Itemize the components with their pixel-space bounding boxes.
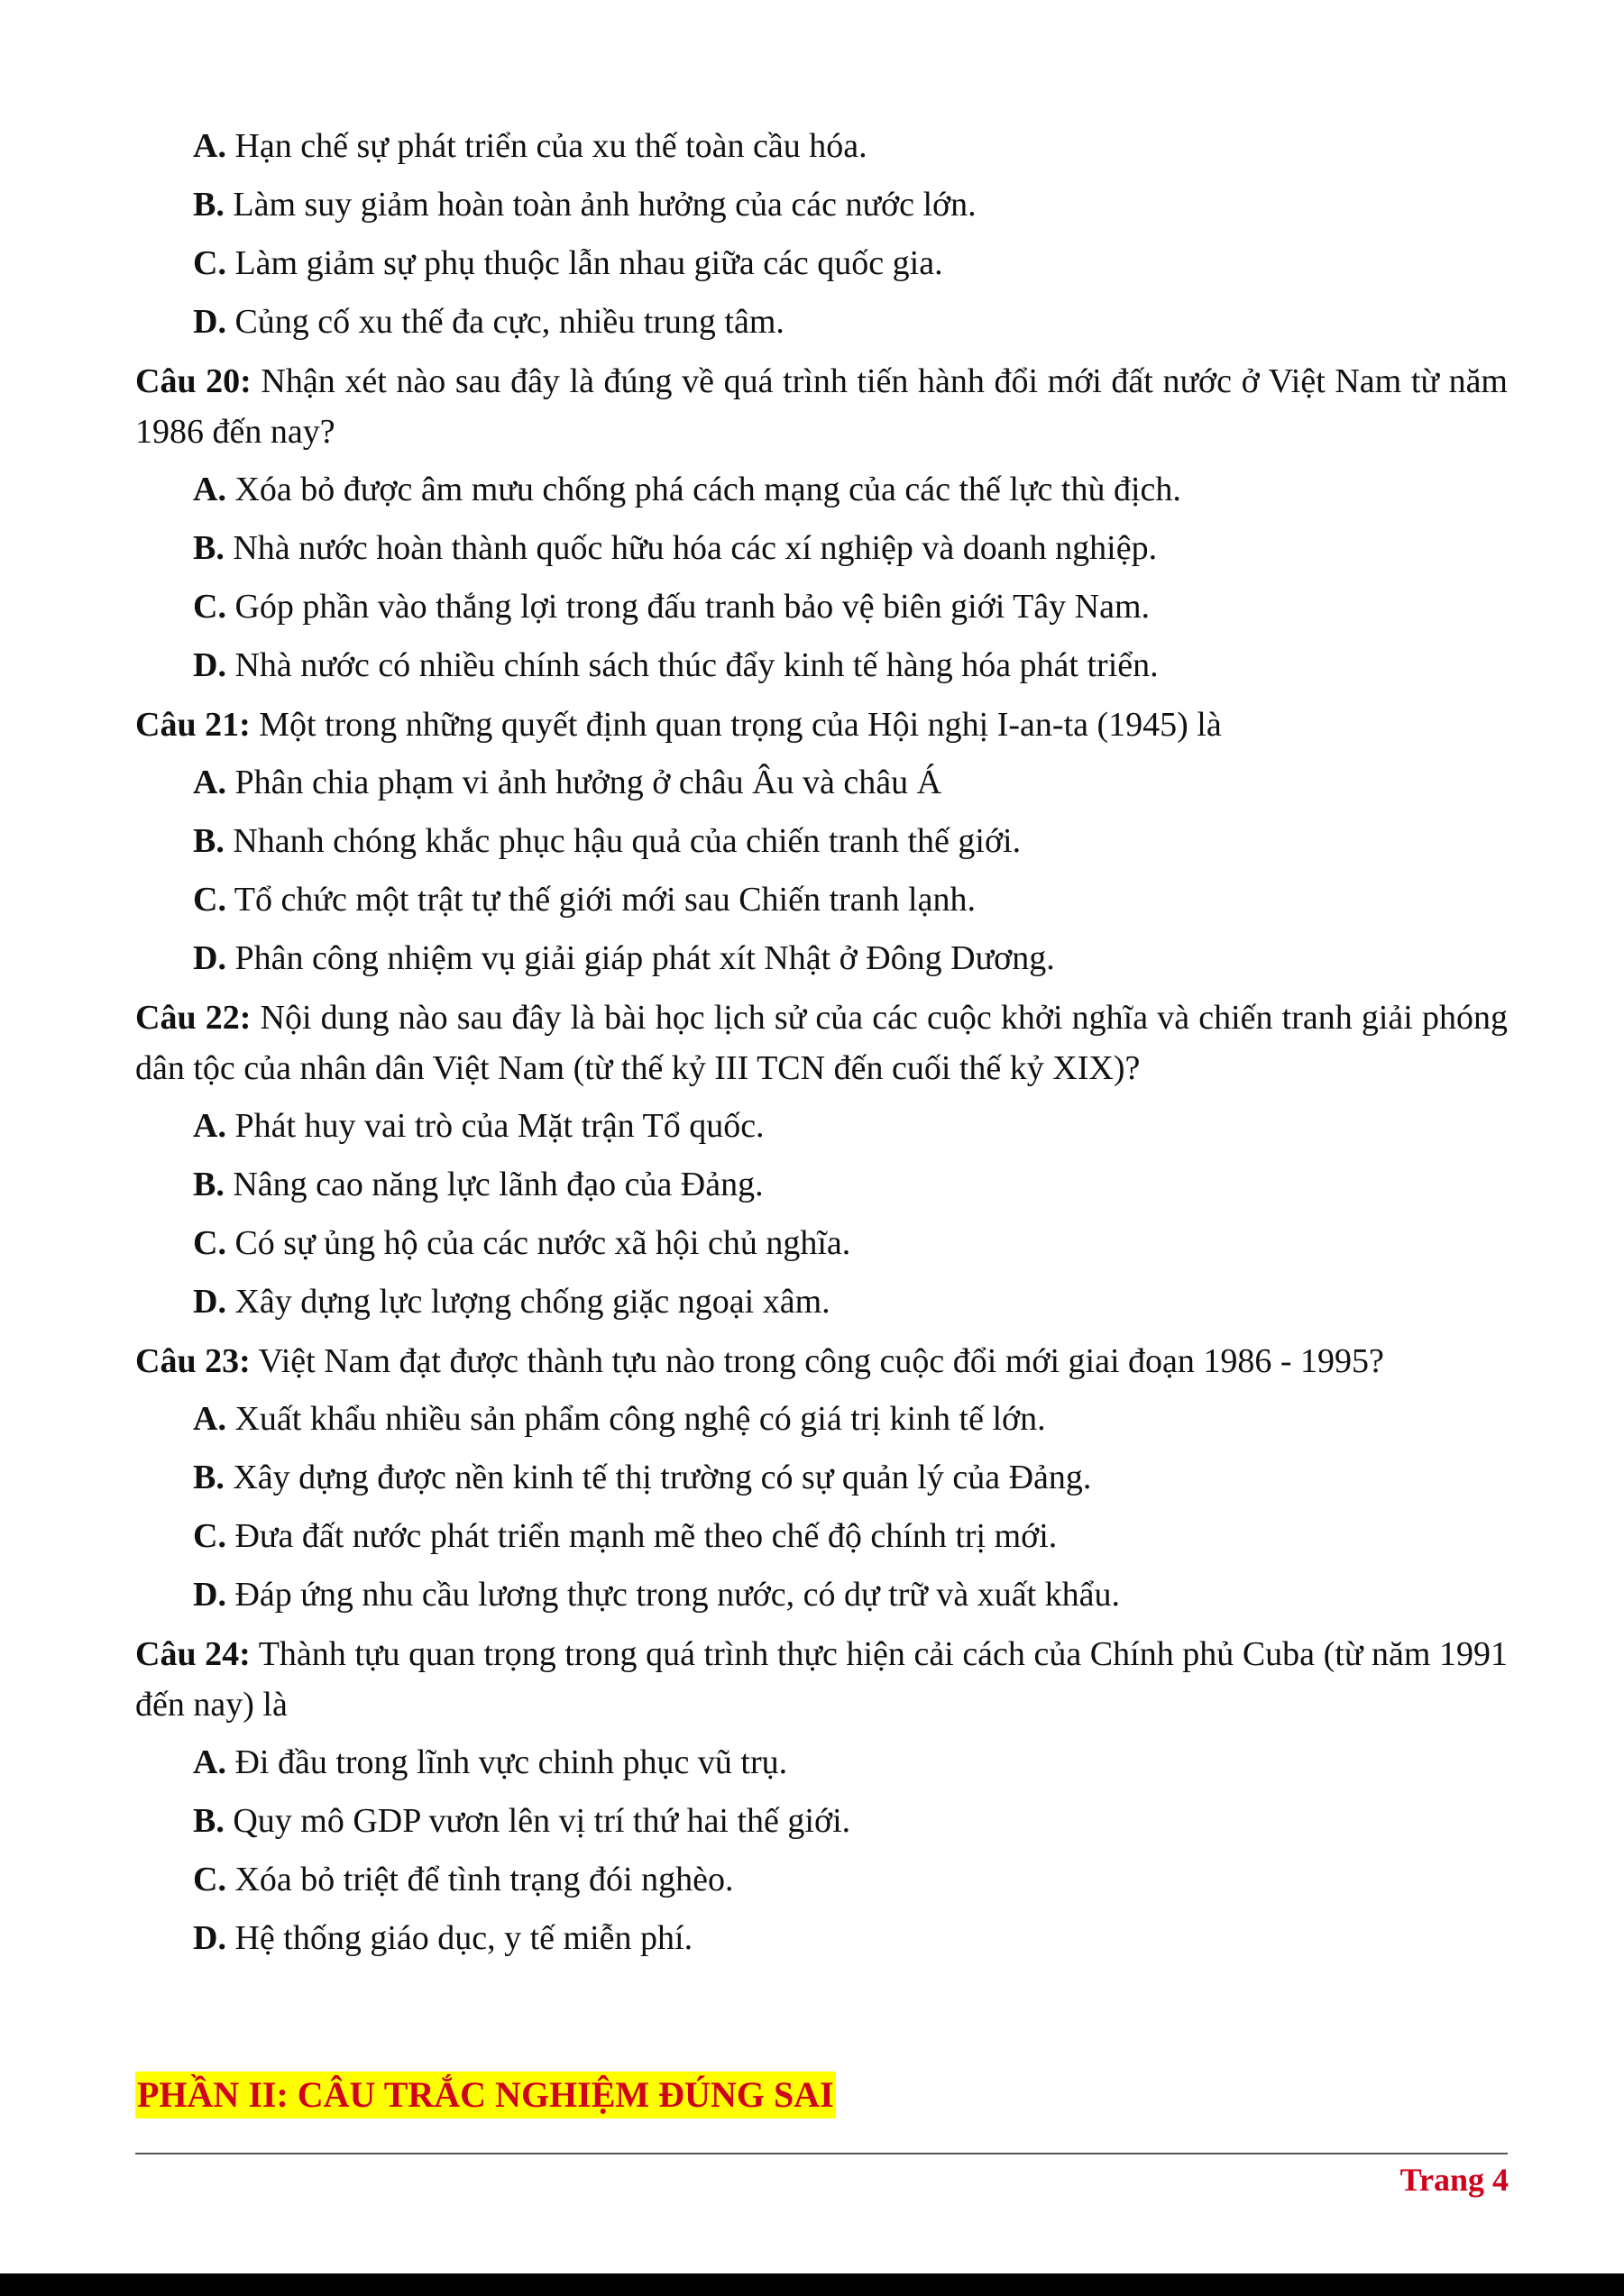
option-b [135, 176, 1508, 234]
option-text: Xóa bỏ được âm mưu chống phá cách mạng của các thế lực thù địch. [225, 471, 1181, 508]
footer-divider [135, 2153, 1508, 2154]
option-letter: A. [193, 1107, 226, 1145]
option-letter: D. [193, 1919, 226, 1957]
question-text: Nội dung nào sau đây là bài học lịch sử của các cuộc khởi nghĩa và chiến tranh giải phóng dân tộc của nhân dân Việt Nam (từ thế kỷ III TCN đến cuối thế kỷ XIX)? [135, 999, 1508, 1087]
option-c [135, 1214, 1508, 1273]
option-d [135, 1566, 1508, 1624]
question-stem [135, 700, 1508, 750]
option-letter: B. [193, 529, 225, 567]
question-text: Một trong những quyết định quan trọng của Hội nghị I-an-ta (1945) là [250, 706, 1222, 744]
option-letter: C. [193, 1861, 226, 1898]
option-letter: A. [193, 1743, 226, 1781]
option-letter: A. [193, 471, 226, 508]
option-text: Làm giảm sự phụ thuộc lẫn nhau giữa các quốc gia. [225, 244, 943, 282]
option-a [135, 754, 1508, 812]
option-text: Nhanh chóng khắc phục hậu quả của chiến tranh thế giới. [224, 822, 1022, 860]
option-a [135, 461, 1508, 519]
option-c [135, 578, 1508, 636]
question-number: Câu 21: [135, 706, 251, 744]
option-text: Phát huy vai trò của Mặt trận Tổ quốc. [225, 1107, 765, 1145]
option-text: Xóa bỏ triệt để tình trạng đói nghèo. [225, 1861, 734, 1898]
option-a [135, 117, 1508, 176]
option-text: Có sự ủng hộ của các nước xã hội chủ nghĩa. [225, 1224, 851, 1262]
option-letter: D. [193, 303, 226, 341]
option-a [135, 1733, 1508, 1792]
option-text: Nâng cao năng lực lãnh đạo của Đảng. [224, 1166, 764, 1203]
option-letter: B. [193, 186, 225, 224]
question-22 [135, 992, 1508, 1331]
option-letter: C. [193, 588, 226, 626]
option-letter: A. [193, 1400, 226, 1438]
question-24 [135, 1629, 1508, 1968]
option-text: Xuất khẩu nhiều sản phẩm công nghệ có giá trị kinh tế lớn. [225, 1400, 1046, 1438]
option-c [135, 234, 1508, 293]
question-21 [135, 700, 1508, 988]
question-text: Nhận xét nào sau đây là đúng về quá trình tiến hành đổi mới đất nước ở Việt Nam từ năm 1986 đến nay? [135, 362, 1508, 451]
option-a [135, 1097, 1508, 1156]
question-text: Thành tựu quan trọng trong quá trình thực hiện cải cách của Chính phủ Cuba (từ năm 1991 đến nay) là [135, 1635, 1508, 1724]
question-stem [135, 992, 1508, 1093]
option-text: Đáp ứng nhu cầu lương thực trong nước, có dự trữ và xuất khẩu. [225, 1576, 1121, 1614]
option-letter: B. [193, 1459, 225, 1496]
question-stem [135, 356, 1508, 457]
question-stem [135, 1629, 1508, 1730]
option-text: Góp phần vào thắng lợi trong đấu tranh bảo vệ biên giới Tây Nam. [225, 588, 1151, 626]
question-19-options [135, 117, 1508, 352]
option-d [135, 1909, 1508, 1968]
option-letter: D. [193, 646, 226, 684]
question-20 [135, 356, 1508, 695]
option-letter: D. [193, 939, 226, 977]
question-number: Câu 22: [135, 999, 252, 1037]
section-heading: PHẦN II: CÂU TRẮC NGHIỆM ĐÚNG SAI [135, 2072, 836, 2118]
option-letter: B. [193, 1802, 225, 1840]
option-text: Nhà nước có nhiều chính sách thúc đẩy kinh tế hàng hóa phát triển. [225, 646, 1159, 684]
option-text: Làm suy giảm hoàn toàn ảnh hưởng của các nước lớn. [224, 186, 977, 224]
option-text: Hạn chế sự phát triển của xu thế toàn cầu hóa. [225, 127, 867, 165]
option-a [135, 1390, 1508, 1449]
option-d [135, 293, 1508, 352]
option-d [135, 636, 1508, 695]
question-number: Câu 20: [135, 362, 252, 400]
option-c [135, 1507, 1508, 1566]
option-text: Xây dựng được nền kinh tế thị trường có sự quản lý của Đảng. [224, 1459, 1092, 1496]
option-text: Củng cố xu thế đa cực, nhiều trung tâm. [225, 303, 784, 341]
option-letter: C. [193, 1517, 226, 1555]
option-text: Phân công nhiệm vụ giải giáp phát xít Nhật ở Đông Dương. [225, 939, 1055, 977]
question-23 [135, 1336, 1508, 1624]
option-d [135, 1273, 1508, 1331]
option-letter: A. [193, 127, 226, 165]
question-stem [135, 1336, 1508, 1386]
option-text: Đi đầu trong lĩnh vực chinh phục vũ trụ. [225, 1743, 788, 1781]
option-letter: D. [193, 1283, 226, 1321]
option-b [135, 1792, 1508, 1851]
bottom-edge-bar [0, 2273, 1624, 2296]
option-letter: C. [193, 881, 226, 919]
option-text: Tổ chức một trật tự thế giới mới sau Chiến tranh lạnh. [225, 881, 976, 919]
option-b [135, 1156, 1508, 1214]
question-number: Câu 24: [135, 1635, 251, 1673]
page-number: Trang 4 [1399, 2162, 1509, 2198]
option-letter: B. [193, 1166, 225, 1203]
option-text: Nhà nước hoàn thành quốc hữu hóa các xí nghiệp và doanh nghiệp. [224, 529, 1158, 567]
option-letter: A. [193, 764, 226, 801]
question-number: Câu 23: [135, 1342, 251, 1380]
option-text: Xây dựng lực lượng chống giặc ngoại xâm. [225, 1283, 830, 1321]
option-d [135, 929, 1508, 988]
option-text: Phân chia phạm vi ảnh hưởng ở châu Âu và châu Á [225, 764, 942, 801]
option-b [135, 1449, 1508, 1507]
option-text: Hệ thống giáo dục, y tế miễn phí. [225, 1919, 693, 1957]
question-text: Việt Nam đạt được thành tựu nào trong công cuộc đổi mới giai đoạn 1986 - 1995? [250, 1342, 1384, 1380]
option-text: Quy mô GDP vươn lên vị trí thứ hai thế giới. [224, 1802, 851, 1840]
option-b [135, 812, 1508, 871]
option-letter: D. [193, 1576, 226, 1614]
option-b [135, 519, 1508, 578]
option-c [135, 871, 1508, 929]
option-letter: B. [193, 822, 225, 860]
option-letter: C. [193, 1224, 226, 1262]
option-letter: C. [193, 244, 226, 282]
option-c [135, 1851, 1508, 1909]
option-text: Đưa đất nước phát triển mạnh mẽ theo chế độ chính trị mới. [225, 1517, 1058, 1555]
question-list [135, 117, 1508, 1968]
